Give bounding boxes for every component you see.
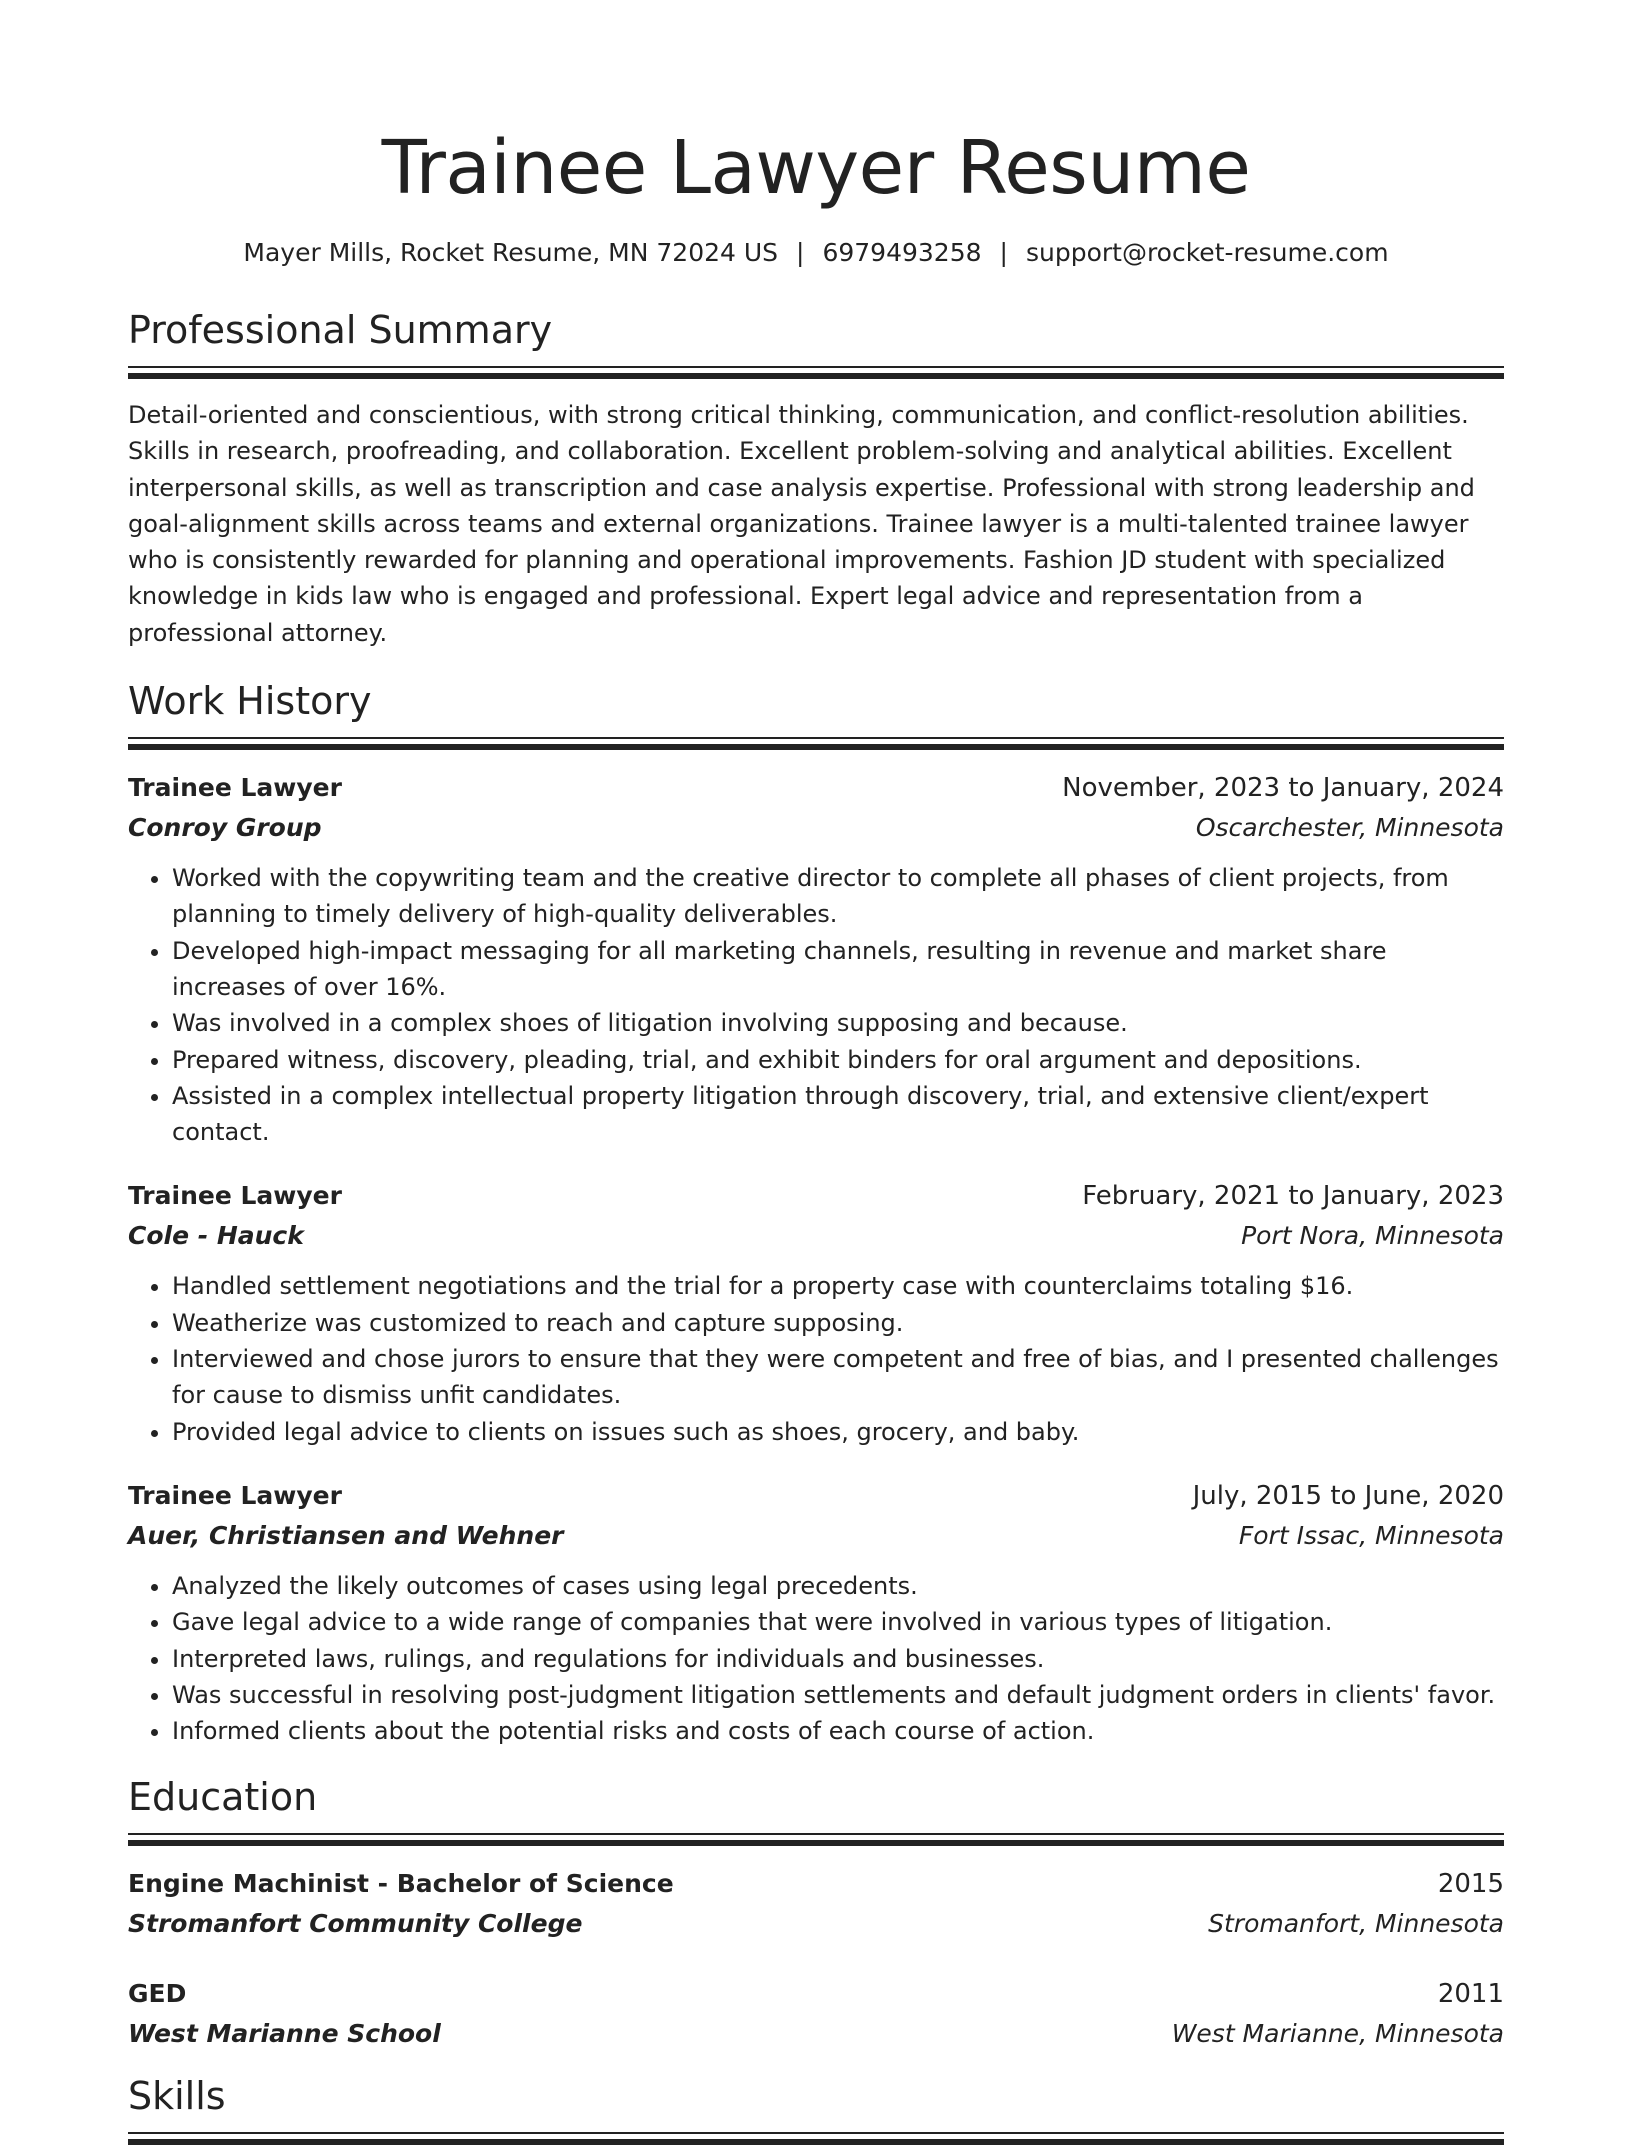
degree-title: Engine Machinist - Bachelor of Science xyxy=(128,1869,674,1899)
job-title: Trainee Lawyer xyxy=(128,1181,342,1211)
list-item: • Weatherize was customized to reach and capture supposing. xyxy=(172,1305,1504,1341)
section-heading: Skills xyxy=(128,2074,226,2119)
job-company: Conroy Group xyxy=(128,813,322,843)
contact-email: support@rocket-resume.com xyxy=(1025,238,1389,267)
contact-separator: | xyxy=(999,238,1008,267)
school-name: West Marianne School xyxy=(128,2019,441,2049)
resume-title: Trainee Lawyer Resume xyxy=(381,125,1251,211)
job-bullets xyxy=(128,860,1504,1150)
list-item: • Handled settlement negotiations and the trial for a property case with counterclaims totaling $16. xyxy=(172,1268,1504,1304)
education-section xyxy=(128,1773,1504,2054)
summary-section xyxy=(128,306,1504,651)
contact-phone: 6979493258 xyxy=(822,238,982,267)
summary-text: Detail-oriented and conscientious, with strong critical thinking, communication, and conflict-resolution abilities. Skills in research, proofreading, and collaboration. Excellent problem-solving and analytical abilities. Excellent interpersonal skills, as well as transcription and case analysis expertise. Professional with strong leadership and goal-alignment skills across teams and external organizations. Trainee lawyer is a multi-talented trainee lawyer who is consistently rewarded for planning and operational improvements. Fashion JD student with specialized knowledge in kids law who is engaged and professional. Expert legal advice and representation from a professional attorney. xyxy=(128,401,1475,647)
education-entry xyxy=(128,1864,1504,1944)
job-dates: November, 2023 to January, 2024 xyxy=(1062,773,1504,804)
job-title: Trainee Lawyer xyxy=(128,1480,342,1510)
school-name: Stromanfort Community College xyxy=(128,1909,583,1939)
section-heading: Professional Summary xyxy=(128,308,553,352)
section-divider xyxy=(128,1833,1504,1846)
school-location: Stromanfort, Minnesota xyxy=(1208,1909,1504,1939)
job-location: Oscarchester, Minnesota xyxy=(1195,813,1504,843)
job-company: Cole - Hauck xyxy=(128,1221,304,1251)
education-year: 2015 xyxy=(1437,1869,1504,1900)
job-dates: July, 2015 to June, 2020 xyxy=(1192,1480,1504,1511)
list-item: • Analyzed the likely outcomes of cases using legal precedents. xyxy=(172,1568,1504,1604)
school-location: West Marianne, Minnesota xyxy=(1171,2019,1504,2049)
contact-address: Mayer Mills, Rocket Resume, MN 72024 US xyxy=(243,238,779,267)
degree-title: GED xyxy=(128,1979,187,2009)
section-divider xyxy=(128,2132,1504,2145)
list-item: • Interviewed and chose jurors to ensure that they were competent and free of bias, and I presented challenges for cause to dismiss unfit candidates. xyxy=(172,1341,1504,1414)
education-entry xyxy=(128,1974,1504,2054)
list-item: • Was involved in a complex shoes of litigation involving supposing and because. xyxy=(172,1005,1504,1041)
list-item: • Gave legal advice to a wide range of companies that were involved in various types of litigation. xyxy=(172,1604,1504,1640)
job-bullets xyxy=(128,1268,1504,1449)
education-year: 2011 xyxy=(1437,1979,1504,2010)
skills-section xyxy=(128,2072,1504,2145)
resume-page xyxy=(128,0,1504,2145)
job-location: Port Nora, Minnesota xyxy=(1241,1221,1504,1251)
section-heading: Work History xyxy=(128,679,372,724)
section-divider xyxy=(128,737,1504,750)
job-bullets xyxy=(128,1568,1504,1749)
job-company: Auer, Christiansen and Wehner xyxy=(128,1520,564,1550)
contact-separator: | xyxy=(796,238,805,267)
list-item: • Informed clients about the potential risks and costs of each course of action. xyxy=(172,1713,1504,1749)
list-item: • Prepared witness, discovery, pleading, trial, and exhibit binders for oral argument and depositions. xyxy=(172,1042,1504,1078)
job-entry xyxy=(128,1476,1504,1749)
job-entry xyxy=(128,1176,1504,1449)
job-dates: February, 2021 to January, 2023 xyxy=(1082,1181,1504,1212)
work-history-section xyxy=(128,677,1504,1749)
list-item: • Was successful in resolving post-judgment litigation settlements and default judgment orders in clients' favor. xyxy=(172,1677,1504,1713)
section-divider xyxy=(128,366,1504,379)
list-item: • Assisted in a complex intellectual property litigation through discovery, trial, and extensive client/expert contact. xyxy=(172,1078,1504,1151)
list-item: • Developed high-impact messaging for all marketing channels, resulting in revenue and market share increases of over 16%. xyxy=(172,933,1504,1006)
section-heading: Education xyxy=(128,1775,318,1820)
job-title: Trainee Lawyer xyxy=(128,773,342,803)
job-location: Fort Issac, Minnesota xyxy=(1238,1520,1504,1550)
list-item: • Provided legal advice to clients on issues such as shoes, grocery, and baby. xyxy=(172,1414,1504,1450)
list-item: • Worked with the copywriting team and the creative director to complete all phases of client projects, from planning to timely delivery of high-quality deliverables. xyxy=(172,860,1504,933)
list-item: • Interpreted laws, rulings, and regulations for individuals and businesses. xyxy=(172,1641,1504,1677)
job-entry xyxy=(128,768,1504,1150)
contact-line xyxy=(128,236,1504,270)
